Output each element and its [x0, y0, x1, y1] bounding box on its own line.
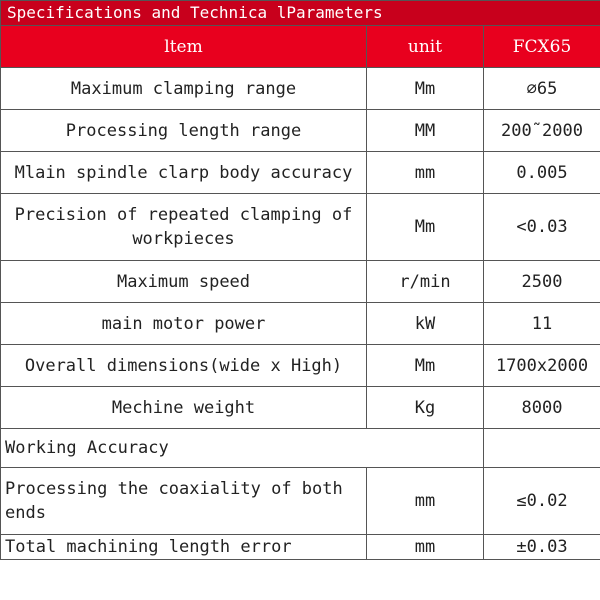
value-cell: 200˜2000	[484, 110, 600, 152]
header-model: FCX65	[484, 26, 600, 68]
table-title: Specifications and Technica lParameters	[1, 1, 600, 26]
value-cell: 8000	[484, 387, 600, 429]
unit-cell: Mm	[367, 194, 484, 261]
value-cell: 1700x2000	[484, 345, 600, 387]
item-cell: Precision of repeated clamping of workpieces	[1, 194, 367, 261]
value-cell: 11	[484, 303, 600, 345]
item-cell: Mlain spindle clarp body accuracy	[1, 152, 367, 194]
value-cell: 0.005	[484, 152, 600, 194]
header-row	[1, 26, 600, 68]
section-title: Working Accuracy	[1, 429, 484, 468]
unit-cell: MM	[367, 110, 484, 152]
header-item: ltem	[1, 26, 367, 68]
value-cell: <0.03	[484, 194, 600, 261]
unit-cell: kW	[367, 303, 484, 345]
value-cell: ⌀65	[484, 68, 600, 110]
item-cell: Overall dimensions(wide x High)	[1, 345, 367, 387]
unit-cell: Kg	[367, 387, 484, 429]
table-row	[1, 261, 600, 303]
value-cell: ±0.03	[484, 535, 600, 560]
unit-cell: Mm	[367, 68, 484, 110]
table-row	[1, 194, 600, 261]
item-cell: Total machining length error	[1, 535, 367, 560]
item-cell: Maximum clamping range	[1, 68, 367, 110]
unit-cell: mm	[367, 468, 484, 535]
value-cell: 2500	[484, 261, 600, 303]
section-row	[1, 429, 600, 468]
table-row	[1, 535, 600, 560]
item-cell: Mechine weight	[1, 387, 367, 429]
value-cell: ≤0.02	[484, 468, 600, 535]
item-cell: Processing length range	[1, 110, 367, 152]
section-empty-cell	[484, 429, 600, 468]
item-cell: Maximum speed	[1, 261, 367, 303]
table-row	[1, 468, 600, 535]
unit-cell: r/min	[367, 261, 484, 303]
table-row	[1, 110, 600, 152]
table-row	[1, 387, 600, 429]
unit-cell: mm	[367, 152, 484, 194]
table-row	[1, 345, 600, 387]
item-cell: Processing the coaxiality of both ends	[1, 468, 367, 535]
table-row	[1, 68, 600, 110]
table-row	[1, 152, 600, 194]
item-cell: main motor power	[1, 303, 367, 345]
header-unit: unit	[367, 26, 484, 68]
table-row	[1, 303, 600, 345]
unit-cell: Mm	[367, 345, 484, 387]
unit-cell: mm	[367, 535, 484, 560]
